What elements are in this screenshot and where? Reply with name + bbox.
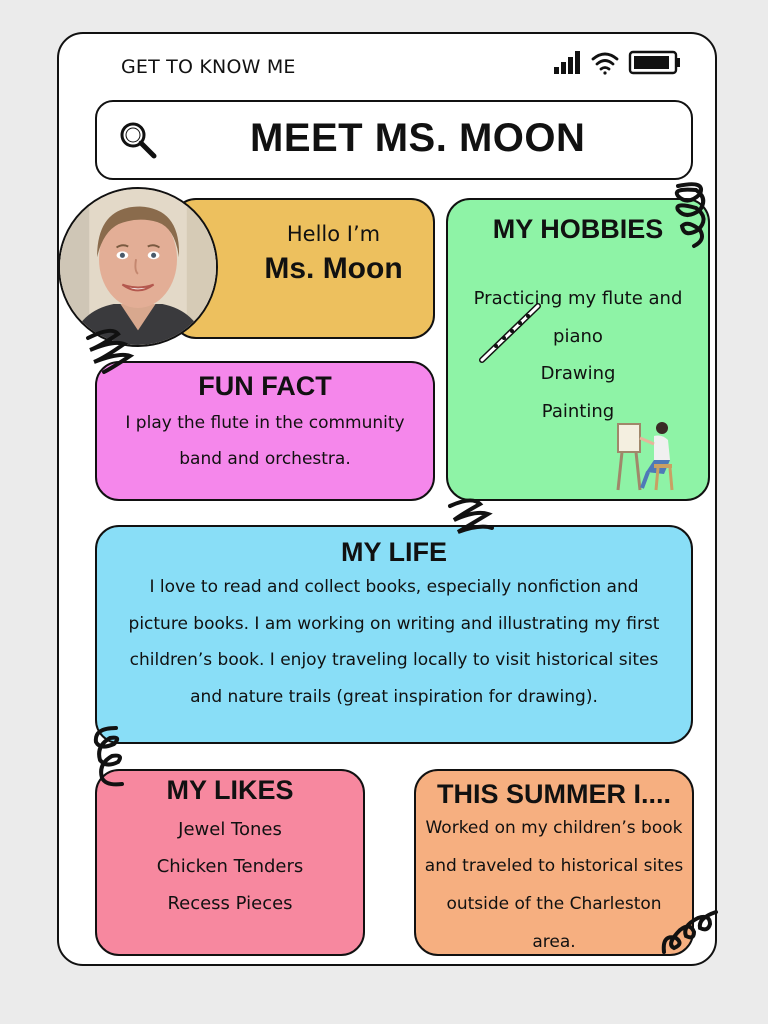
page-title: MEET MS. MOON bbox=[250, 116, 586, 160]
my-life-text bbox=[97, 569, 691, 715]
squiggle-decoration bbox=[660, 908, 720, 960]
summer-title: THIS SUMMER I.... bbox=[436, 779, 671, 809]
summer-line: and traveled to historical sites bbox=[424, 856, 684, 876]
status-icons bbox=[553, 50, 683, 76]
signal-icon bbox=[554, 51, 580, 74]
squiggle-decoration bbox=[86, 724, 132, 790]
like-item: Recess Pieces bbox=[167, 893, 293, 914]
flute-icon bbox=[476, 300, 542, 366]
fun-fact-card bbox=[95, 361, 435, 501]
my-life-title: MY LIFE bbox=[340, 537, 447, 567]
my-life-line: and nature trails (great inspiration for drawing). bbox=[190, 686, 598, 707]
battery-icon bbox=[630, 52, 680, 73]
my-life-line: children’s book. I enjoy traveling locally to visit historical sites bbox=[129, 650, 659, 670]
fun-fact-line: I play the flute in the community bbox=[125, 413, 405, 433]
greeting: Hello I’m bbox=[286, 222, 381, 246]
avatar bbox=[58, 187, 218, 347]
hobby-item: Practicing my flute and bbox=[473, 288, 683, 309]
summer-line: Worked on my children’s book bbox=[425, 818, 683, 838]
squiggle-decoration bbox=[444, 498, 498, 540]
summer-line: outside of the Charleston bbox=[446, 894, 662, 914]
summer-card bbox=[414, 769, 694, 956]
likes-title: MY LIKES bbox=[166, 775, 294, 805]
portrait-illustration bbox=[60, 189, 216, 345]
my-life-card bbox=[95, 525, 693, 744]
fun-fact-line: band and orchestra. bbox=[179, 449, 351, 469]
summer-text bbox=[416, 809, 692, 961]
fun-fact-title: FUN FACT bbox=[198, 371, 332, 401]
likes-card bbox=[95, 769, 365, 956]
squiggle-decoration bbox=[670, 180, 710, 250]
intro-name: Ms. Moon bbox=[264, 252, 403, 285]
hobbies-title: MY HOBBIES bbox=[492, 214, 664, 244]
status-title: GET TO KNOW ME bbox=[121, 56, 296, 78]
wifi-icon bbox=[593, 54, 617, 75]
painter-icon bbox=[614, 418, 678, 494]
hobby-item: Drawing bbox=[540, 363, 616, 384]
hobby-item: piano bbox=[553, 325, 603, 347]
my-life-line: I love to read and collect books, especially nonfiction and bbox=[149, 577, 639, 597]
my-life-line: picture books. I am working on writing and illustrating my first bbox=[128, 613, 660, 634]
like-item: Chicken Tenders bbox=[156, 856, 304, 877]
squiggle-decoration bbox=[84, 328, 136, 376]
hobby-item: Painting bbox=[541, 400, 615, 422]
search-icon[interactable] bbox=[118, 120, 158, 160]
like-item: Jewel Tones bbox=[178, 819, 282, 840]
fun-fact-text bbox=[97, 405, 433, 477]
likes-list bbox=[97, 811, 363, 922]
summer-line: area. bbox=[532, 932, 576, 952]
